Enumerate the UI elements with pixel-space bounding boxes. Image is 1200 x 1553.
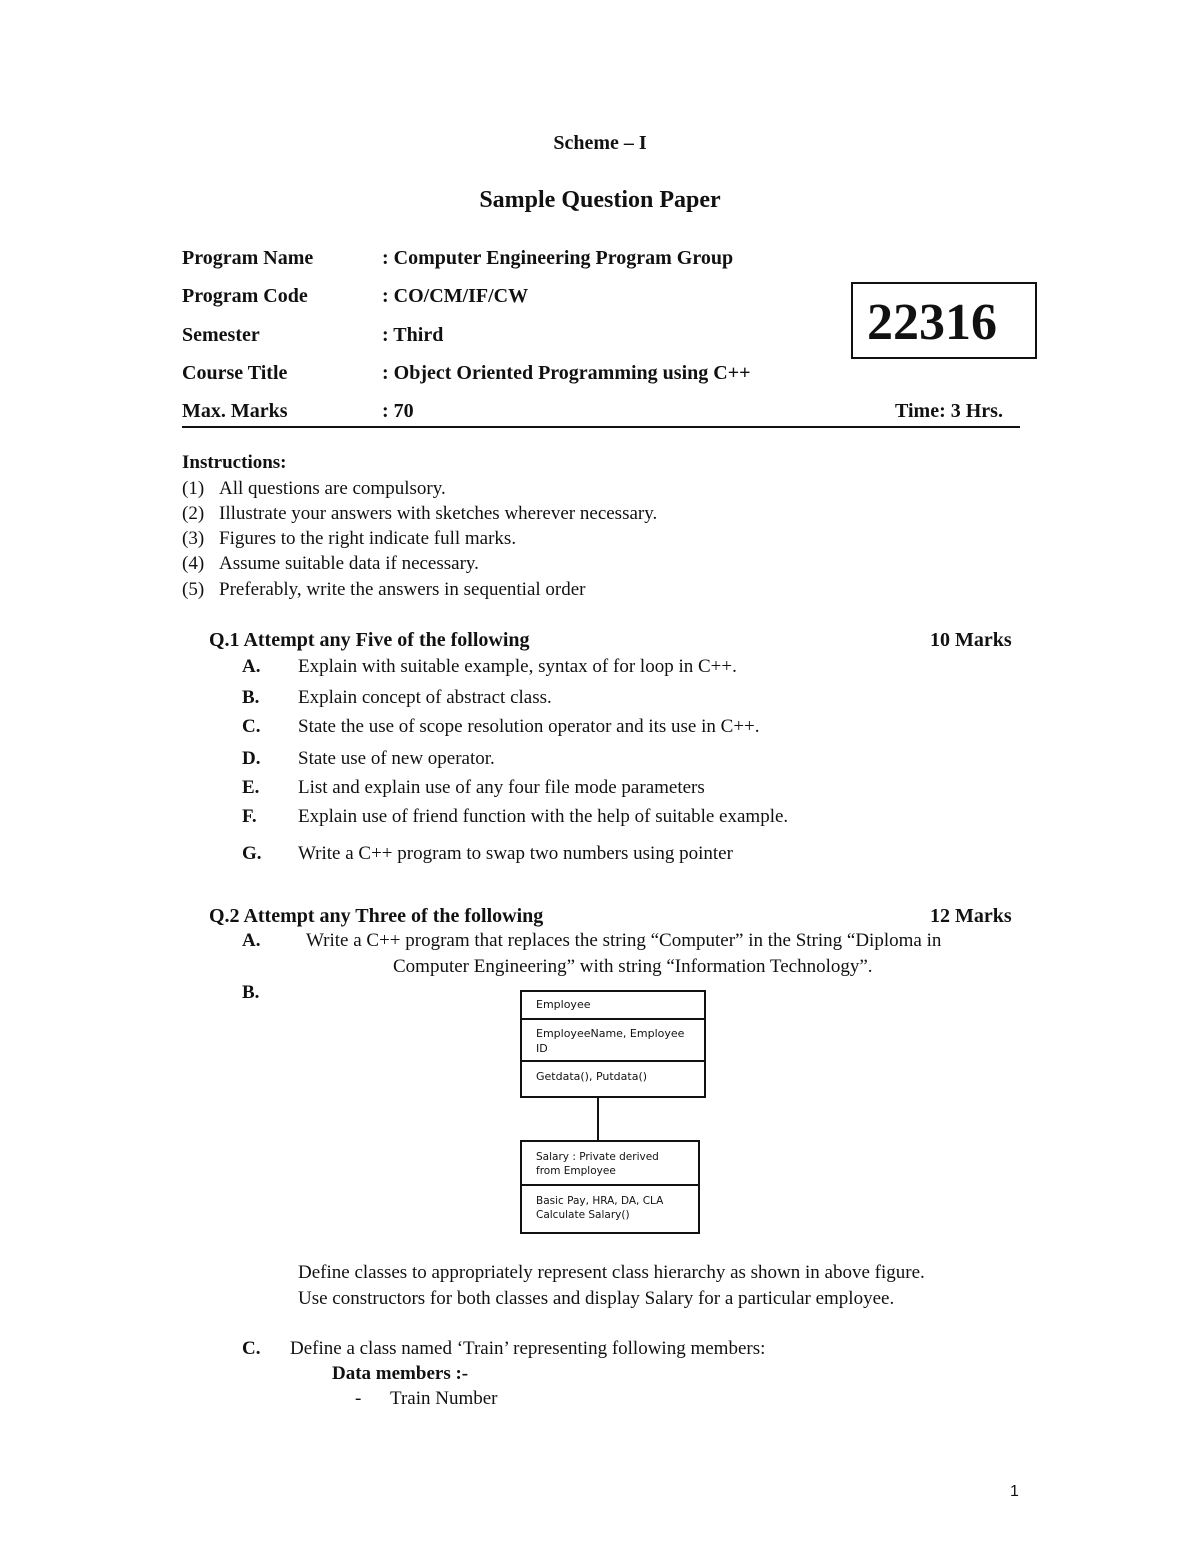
instruction-text: Figures to the right indicate full marks. [219, 528, 517, 549]
instruction-num: (4) [182, 553, 205, 574]
course-code-box: 22316 [851, 282, 1037, 359]
instruction-text: Assume suitable data if necessary. [219, 553, 479, 574]
scheme-label: Scheme – I [553, 132, 647, 154]
meta-value-course-title: : Object Oriented Programming using C++ [382, 362, 751, 384]
q2-marks: 12 Marks [930, 905, 1012, 927]
q2b-text-line2: Use constructors for both classes and display Salary for a particular employee. [298, 1288, 895, 1309]
employee-class-box [520, 990, 706, 1098]
q1-item-text: List and explain use of any four file mode parameters [298, 777, 705, 798]
meta-label-program-code: Program Code [182, 285, 308, 307]
meta-value-max-marks: : 70 [382, 400, 414, 422]
meta-label-course-title: Course Title [182, 362, 288, 384]
q1-heading: Q.1 Attempt any Five of the following [209, 629, 530, 651]
page-number: 1 [1010, 1483, 1019, 1500]
header-divider [182, 426, 1020, 428]
time-label: Time: 3 Hrs. [895, 400, 1003, 422]
q2a-text-line1: Write a C++ program that replaces the string “Computer” in the String “Diploma in [306, 930, 942, 951]
q1-item-letter: C. [242, 716, 261, 737]
instruction-text: Preferably, write the answers in sequential order [219, 579, 586, 600]
employee-class-name: Employee [522, 992, 704, 1020]
instruction-num: (5) [182, 579, 205, 600]
q1-item-text: Explain use of friend function with the help of suitable example. [298, 806, 789, 827]
salary-class-members: Basic Pay, HRA, DA, CLA Calculate Salary() [536, 1195, 664, 1221]
data-member-item: Train Number [390, 1388, 498, 1409]
employee-class-methods: Getdata(), Putdata() [536, 1070, 648, 1083]
meta-value-program-name: : Computer Engineering Program Group [382, 247, 734, 269]
q1-item-letter: D. [242, 748, 261, 769]
instruction-num: (1) [182, 478, 205, 499]
meta-value-semester: : Third [382, 324, 444, 346]
meta-label-program-name: Program Name [182, 247, 314, 269]
meta-value-program-code: : CO/CM/IF/CW [382, 285, 529, 307]
q2c-text: Define a class named ‘Train’ representing following members: [290, 1338, 766, 1359]
meta-label-max-marks: Max. Marks [182, 400, 288, 422]
meta-label-semester: Semester [182, 324, 260, 346]
q2-heading: Q.2 Attempt any Three of the following [209, 905, 544, 927]
q1-item-text: State the use of scope resolution operator and its use in C++. [298, 716, 760, 737]
q1-item-text: Write a C++ program to swap two numbers using pointer [298, 843, 733, 864]
q1-item-letter: E. [242, 777, 260, 798]
q1-item-letter: G. [242, 843, 262, 864]
q2a-letter: A. [242, 930, 261, 951]
salary-class-name: Salary : Private derived from Employee [522, 1142, 698, 1186]
q2c-letter: C. [242, 1338, 261, 1359]
q1-item-letter: F. [242, 806, 257, 827]
q1-item-text: State use of new operator. [298, 748, 495, 769]
q1-item-text: Explain concept of abstract class. [298, 687, 552, 708]
employee-class-attributes: EmployeeName, Employee ID [522, 1020, 704, 1062]
q2b-text-line1: Define classes to appropriately represent class hierarchy as shown in above figure. [298, 1262, 925, 1283]
instruction-num: (3) [182, 528, 205, 549]
q1-marks: 10 Marks [930, 629, 1012, 651]
q2b-letter: B. [242, 982, 260, 1003]
inheritance-connector [597, 1098, 599, 1140]
q1-item-text: Explain with suitable example, syntax of for loop in C++. [298, 656, 737, 677]
instruction-text: Illustrate your answers with sketches wherever necessary. [219, 503, 658, 524]
q1-item-letter: A. [242, 656, 261, 677]
instruction-num: (2) [182, 503, 205, 524]
salary-class-box [520, 1140, 700, 1234]
data-members-label: Data members :- [332, 1363, 469, 1384]
q2a-text-line2: Computer Engineering” with string “Information Technology”. [393, 956, 873, 977]
page-title: Sample Question Paper [479, 187, 721, 213]
q1-item-letter: B. [242, 687, 260, 708]
list-dash: - [355, 1388, 362, 1409]
instruction-text: All questions are compulsory. [219, 478, 446, 499]
instructions-heading: Instructions: [182, 452, 287, 473]
